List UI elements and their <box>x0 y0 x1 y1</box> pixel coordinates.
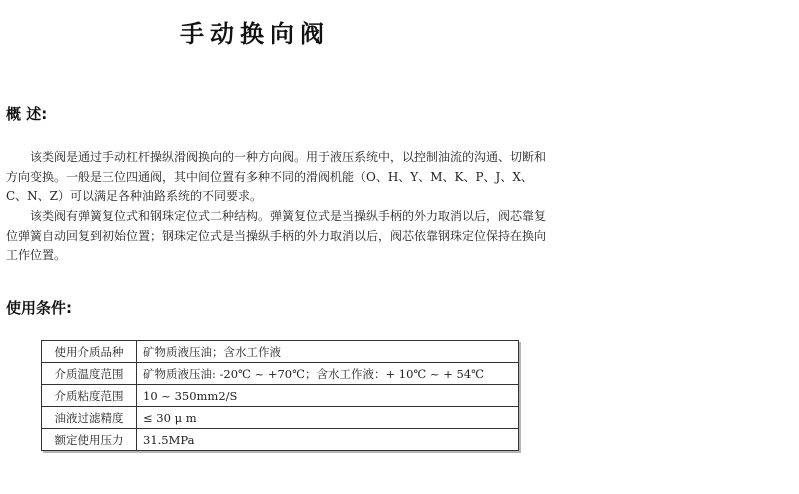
overview-heading: 概 述: <box>6 105 48 123</box>
row-label-viscosity-range: 介质粘度范围 <box>42 385 137 407</box>
overview-paragraph-1: 该类阀是通过手动杠杆操纵滑阀换向的一种方向阀。用于液压系统中，以控制油流的沟通、切断和方向变换。一般是三位四通阀，其中间位置有多种不同的滑阀机能（O、H、Y、M、K、P、J、X、C、N、Z）可以满足各种油路系统的不同要求。 <box>6 150 547 203</box>
row-label-temperature-range: 介质温度范围 <box>42 363 137 385</box>
table-row <box>42 341 519 363</box>
row-value-viscosity-range: 10 ~ 350mm2/S <box>137 385 519 407</box>
page-title: 手动换向阀 <box>180 20 330 48</box>
row-label-medium-type: 使用介质品种 <box>42 341 137 363</box>
conditions-heading: 使用条件: <box>6 299 72 317</box>
row-label-filtration-precision: 油液过滤精度 <box>42 407 137 429</box>
row-value-medium-type: 矿物质液压油；含水工作液 <box>137 341 519 363</box>
table-row <box>42 363 519 385</box>
table-row <box>42 385 519 407</box>
row-value-temperature-range: 矿物质液压油: -20℃ ~ +70℃；含水工作液：+ 10℃ ~ + 54℃ <box>137 363 519 385</box>
table-row <box>42 407 519 429</box>
overview-paragraph-2: 该类阀有弹簧复位式和钢珠定位式二种结构。弹簧复位式是当操纵手柄的外力取消以后，阀芯靠复位弹簧自动回复到初始位置；钢珠定位式是当操纵手柄的外力取消以后，阀芯依靠钢珠定位保持在换向工作位置。 <box>6 209 547 262</box>
conditions-table <box>41 340 519 451</box>
row-label-rated-pressure: 额定使用压力 <box>42 429 137 451</box>
table-row <box>42 429 519 451</box>
row-value-rated-pressure: 31.5MPa <box>137 429 519 451</box>
row-value-filtration-precision: ≤ 30 μ m <box>137 407 519 429</box>
